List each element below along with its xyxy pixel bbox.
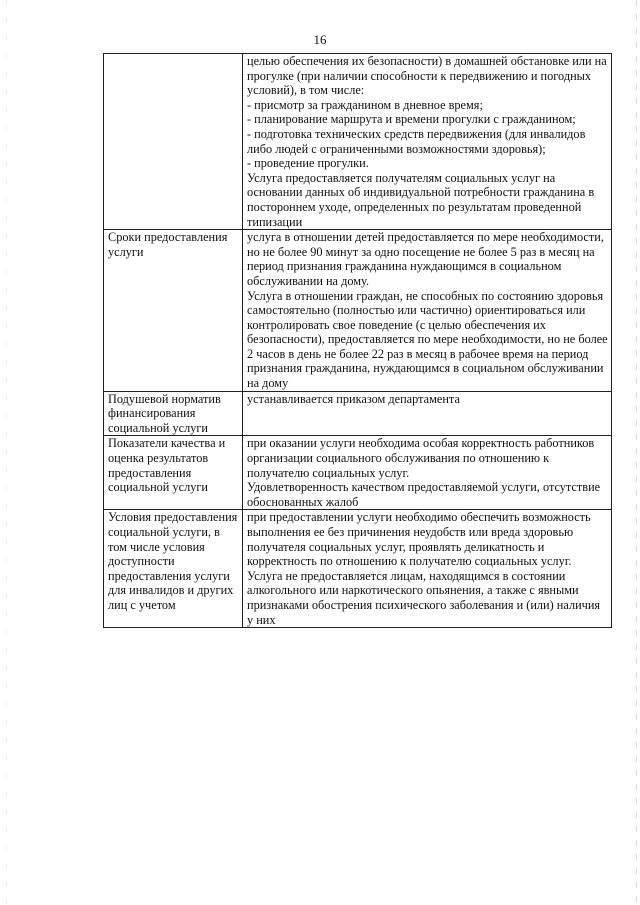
row-label-cell xyxy=(104,54,243,230)
table-row xyxy=(104,54,612,230)
row-text-cell xyxy=(243,230,612,392)
row-paragraph: - присмотр за гражданином в дневное время; xyxy=(247,97,483,112)
scan-edge-right xyxy=(636,0,637,905)
row-label: Подушевой норматив финансирования социальной услуги xyxy=(108,391,221,435)
row-label: Условия предоставления социальной услуги, в том числе условия доступности предоставления услуги для инвалидов и других лиц с учетом xyxy=(108,510,238,612)
page-number: 16 xyxy=(313,32,327,47)
table-row xyxy=(104,391,612,436)
row-paragraph: - проведение прогулки. xyxy=(247,156,369,171)
row-paragraph: Удовлетворенность качеством предоставляемой услуги, отсутствие обоснованных жалоб xyxy=(247,480,601,509)
row-paragraph: целью обеспечения их безопасности) в домашней обстановке или на прогулке (при наличии способности к передвижению и погодных условий), в том числе: xyxy=(247,54,607,98)
row-paragraph: Услуга в отношении граждан, не способных по состоянию здоровья самостоятельно (полностью или частично) ориентироваться или контролировать свое поведение (с целью обеспечения их безопасности), предоставляется по мере необходимости, но не более 2 часов в день не более 22 раз в месяц в рабочее время на период признания гражданина, нуждающимся в социальном обслуживании на дому xyxy=(247,288,608,391)
row-paragraph: Услуга предоставляется получателям социальных услуг на основании данных об индивидуальной потребности гражданина в постороннем уходе, определенных по результатам проведенной типизации xyxy=(247,170,595,229)
row-paragraph: при оказании услуги необходима особая корректность работников организации социального обслуживания по отношению к получателю социальных услуг. xyxy=(247,436,595,480)
row-label-cell xyxy=(104,230,243,392)
row-text-cell xyxy=(243,391,612,436)
row-paragraph: услуга в отношении детей предоставляется по мере необходимости, но не более 90 минут за одно посещение не более 5 раз в месяц на период признания гражданина нуждающимся в социальном обслуживании на дому. xyxy=(247,230,604,288)
table-row xyxy=(104,510,612,628)
row-paragraph: при предоставлении услуги необходимо обеспечить возможность выполнения ее без причинения неудобств или вреда здоровью получателя социальных услуг, проявлять деликатность и корректность по отношению к получателю социальных услуг. xyxy=(247,510,591,569)
row-text-cell xyxy=(243,436,612,510)
row-label-cell xyxy=(104,436,243,510)
row-paragraph: - подготовка технических средств передвижения (для инвалидов либо людей с ограниченными возможностями здоровья); xyxy=(247,126,586,156)
row-paragraph: устанавливается приказом департамента xyxy=(247,391,460,406)
row-text-cell xyxy=(243,510,612,628)
row-text-cell xyxy=(243,54,612,230)
row-label: Сроки предоставления услуги xyxy=(108,230,228,259)
row-label-cell xyxy=(104,391,243,436)
table-row xyxy=(104,230,612,392)
row-paragraph: - планирование маршрута и времени прогулки с гражданином; xyxy=(247,112,576,127)
row-label: Показатели качества и оценка результатов предоставления социальной услуги xyxy=(108,436,226,495)
row-paragraph: Услуга не предоставляется лицам, находящимся в состоянии алкогольного или наркотического опьянения, а также с явными признаками обострения психического заболевания и (или) наличия у них xyxy=(247,568,601,627)
row-label-cell xyxy=(104,510,243,628)
table-row xyxy=(104,436,612,510)
scan-edge-left xyxy=(6,0,7,905)
service-table xyxy=(103,53,612,628)
